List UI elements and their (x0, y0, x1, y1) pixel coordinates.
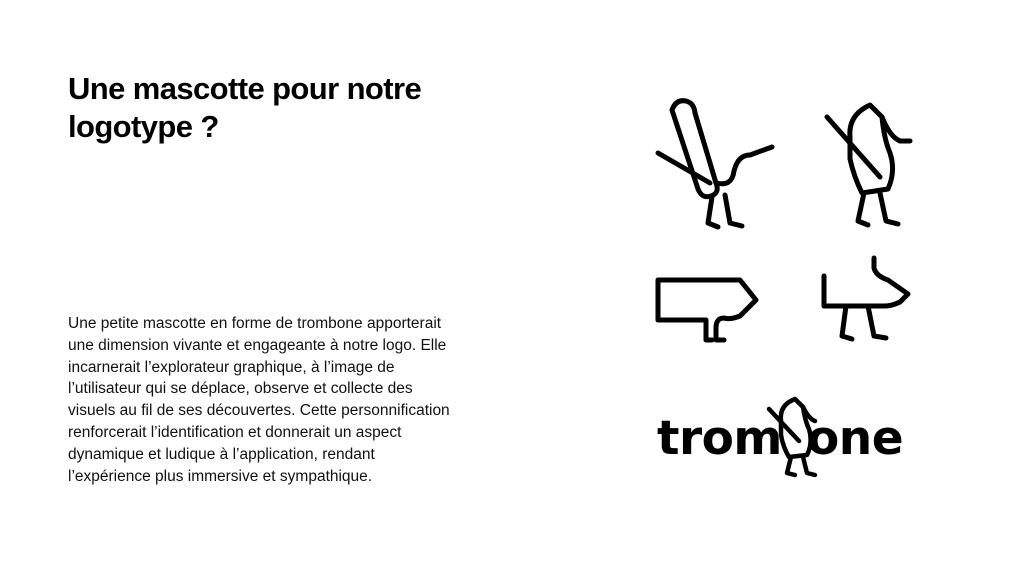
paperclip-ostrich-icon (818, 252, 918, 347)
paperclip-bird-tall-icon (650, 95, 780, 235)
logo-wordmark-right: one (807, 411, 904, 466)
paperclip-penguin-icon (820, 97, 920, 237)
slide-body-text: Une petite mascotte en forme de trombone apporterait une dimension vivante et engageante à notre logo. Elle incarnerait l’explorateur graphique, à l’image de l’utilisateur qui se déplace, observe et collecte des visuels au fil de ses découvertes. Cette personnification renforcerait l’identification et donnerait un aspect dynamique et ludique à l’application, rendant l’expérience plus immersive et sympathique. (68, 315, 450, 485)
logo-wordmark-left: trom (657, 411, 782, 466)
paperclip-arrow-icon (650, 272, 765, 347)
trombone-logo (657, 395, 917, 485)
slide-title: Une mascotte pour notre logotype ? (68, 71, 422, 144)
